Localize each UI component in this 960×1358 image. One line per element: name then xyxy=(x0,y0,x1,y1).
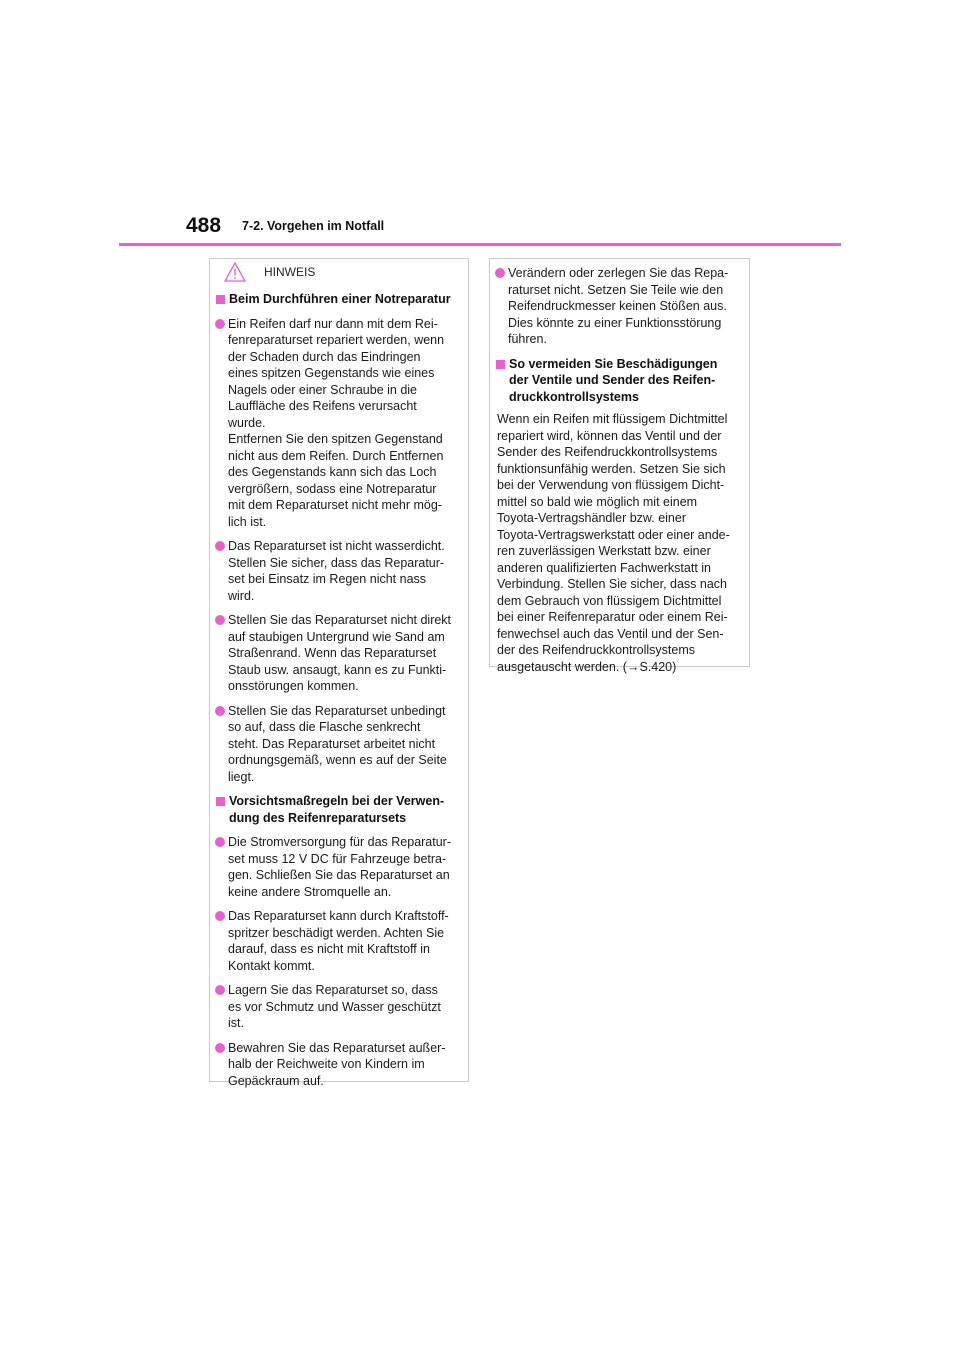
text-line: anderen qualifizierten Fachwerkstatt in xyxy=(497,560,712,575)
text-line: der des Reifendruckkontrollsystems xyxy=(497,643,695,657)
text-line: gen. Schließen Sie das Reparaturset an xyxy=(228,868,450,882)
text-line: Kontakt kommt. xyxy=(228,958,315,973)
square-bullet-icon xyxy=(216,797,225,806)
text-line: nicht aus dem Reifen. Durch Entfernen xyxy=(228,448,444,463)
notice-box-left xyxy=(209,258,469,1088)
bullet-item xyxy=(490,265,749,348)
text-line: Verbindung. Stellen Sie sicher, dass nach xyxy=(497,577,728,591)
text-line: Wenn ein Reifen mit flüssigem Dichtmittel xyxy=(497,412,728,426)
round-bullet-icon xyxy=(215,319,225,329)
text-line: so auf, dass die Flasche senkrecht xyxy=(228,720,421,734)
text-line: lich ist. xyxy=(228,514,267,529)
text-line: Dies könnte zu einer Funktionsstörung xyxy=(508,315,722,330)
text-line: Das Reparaturset ist nicht wasserdicht. xyxy=(228,539,445,553)
text-line: mittel so bald wie möglich mit einem xyxy=(497,494,698,509)
text-line: dung des Reifenreparatursets xyxy=(229,810,407,825)
round-bullet-icon xyxy=(215,1043,225,1053)
text-line: Nagels oder einer Schraube in die xyxy=(228,382,418,397)
text-line: ordnungsgemäß, wenn es auf der Seite xyxy=(228,753,447,767)
bullet-item xyxy=(210,538,468,604)
text-line: Stellen Sie das Reparaturset unbedingt xyxy=(228,703,446,718)
text-line: Stellen Sie sicher, dass das Reparatur- xyxy=(228,555,445,570)
text-line: der Schaden durch das Eindringen xyxy=(228,349,421,364)
section-title: 7-2. Vorgehen im Notfall xyxy=(242,219,385,233)
text-line: fenwechsel auch das Ventil und der Sen- xyxy=(497,626,724,641)
text-line: Das Reparaturset kann durch Kraftstoff- xyxy=(228,909,449,923)
text-line: ist. xyxy=(228,1016,244,1030)
text-line: repariert wird, können das Ventil und der xyxy=(497,428,722,443)
bullet-item xyxy=(210,908,468,974)
text-line: keine andere Stromquelle an. xyxy=(228,884,392,899)
text-line: So vermeiden Sie Beschädigungen xyxy=(509,356,718,371)
round-bullet-icon xyxy=(215,615,225,625)
round-bullet-icon xyxy=(215,837,225,847)
text-line: bei der Verwendung von flüssigem Dicht- xyxy=(497,478,725,492)
round-bullet-icon xyxy=(215,911,225,921)
text-line: fenreparaturset repariert werden, wenn xyxy=(228,333,445,347)
text-line: ren zuverlässigen Werkstatt bzw. einer xyxy=(497,544,711,558)
notice-header xyxy=(210,259,468,288)
heading-beschaedigungen xyxy=(490,356,749,406)
text-line: Toyota-Vertragshändler bzw. einer xyxy=(497,511,686,525)
text-line: Staub usw. ansaugt, kann es zu Funkti- xyxy=(228,662,447,677)
text-line: halb der Reichweite von Kindern im xyxy=(228,1057,425,1071)
text-line: eines spitzen Gegenstands wie eines xyxy=(228,366,435,380)
text-line: onsstörungen kommen. xyxy=(228,679,359,693)
text-line: Straßenrand. Wenn das Reparaturset xyxy=(228,646,437,660)
text-line: spritzer beschädigt werden. Achten Sie xyxy=(228,925,445,940)
text-line: Ein Reifen darf nur dann mit dem Rei- xyxy=(228,316,438,331)
text-line: wird. xyxy=(228,588,255,603)
round-bullet-icon xyxy=(495,268,505,278)
paragraph-reifendruck xyxy=(490,411,749,675)
text-line: dem Gebrauch von flüssigem Dichtmittel xyxy=(497,593,722,608)
text-line: mit dem Reparaturset nicht mehr mög- xyxy=(228,498,442,512)
text-line: druckkontrollsystems xyxy=(509,389,639,404)
text-line: Verändern oder zerlegen Sie das Repa- xyxy=(508,266,729,280)
round-bullet-icon xyxy=(215,706,225,716)
text-line: Bewahren Sie das Reparaturset außer- xyxy=(228,1040,446,1055)
text-line: auf staubigen Untergrund wie Sand am xyxy=(228,629,445,644)
text-line: steht. Das Reparaturset arbeitet nicht xyxy=(228,736,436,751)
text-line: ausgetauscht werden. (→S.420) xyxy=(497,659,677,674)
text-line: funktionsunfähig werden. Setzen Sie sich xyxy=(497,461,726,476)
notice-box-right xyxy=(489,258,750,674)
text-line: der Ventile und Sender des Reifen- xyxy=(509,373,716,387)
text-line: Entfernen Sie den spitzen Gegenstand xyxy=(228,432,443,446)
header-rule xyxy=(119,243,841,246)
text-line: es vor Schmutz und Wasser geschützt xyxy=(228,999,441,1014)
warning-triangle-icon xyxy=(224,262,246,282)
text-line: Sender des Reifendruckkontrollsystems xyxy=(497,445,718,459)
text-line: Stellen Sie das Reparaturset nicht direkt xyxy=(228,613,452,627)
text-line: Beim Durchführen einer Notreparatur xyxy=(229,292,451,306)
bullet-item xyxy=(210,1040,468,1090)
page-number: 488 xyxy=(186,214,222,237)
heading-notreparatur xyxy=(210,291,468,308)
text-line: Vorsichtsmaßregeln bei der Verwen- xyxy=(229,794,445,808)
text-line: wurde. xyxy=(228,415,266,430)
text-line: Gepäckraum auf. xyxy=(228,1073,324,1088)
square-bullet-icon xyxy=(216,295,225,304)
bullet-item xyxy=(210,834,468,900)
text-line: Toyota-Vertragswerkstatt oder einer ande- xyxy=(497,527,730,542)
text-line: des Gegenstands kann sich das Loch xyxy=(228,465,437,479)
text-line: Die Stromversorgung für das Reparatur- xyxy=(228,835,452,849)
round-bullet-icon xyxy=(215,541,225,551)
bullet-item xyxy=(210,703,468,786)
text-line: bei einer Reifenreparatur oder einem Rei- xyxy=(497,610,728,624)
square-bullet-icon xyxy=(496,360,505,369)
bullet-item xyxy=(210,612,468,695)
round-bullet-icon xyxy=(215,985,225,995)
text-line: führen. xyxy=(508,332,547,346)
text-line: darauf, dass es nicht mit Kraftstoff in xyxy=(228,942,430,956)
text-line: set bei Einsatz im Regen nicht nass xyxy=(228,572,427,586)
text-line: vergrößern, sodass eine Notreparatur xyxy=(228,481,437,496)
text-line: Lagern Sie das Reparaturset so, dass xyxy=(228,983,438,997)
text-line: set muss 12 V DC für Fahrzeuge betra- xyxy=(228,851,447,866)
notice-label: HINWEIS xyxy=(264,265,316,279)
text-line: Lauffläche des Reifens verursacht xyxy=(228,399,417,413)
bullet-item xyxy=(210,982,468,1032)
text-line: raturset nicht. Setzen Sie Teile wie den xyxy=(508,282,724,297)
bullet-item xyxy=(210,316,468,531)
text-line: Reifendruckmesser keinen Stößen aus. xyxy=(508,299,727,313)
heading-vorsichtsmassregeln xyxy=(210,793,468,826)
text-line: liegt. xyxy=(228,769,255,784)
